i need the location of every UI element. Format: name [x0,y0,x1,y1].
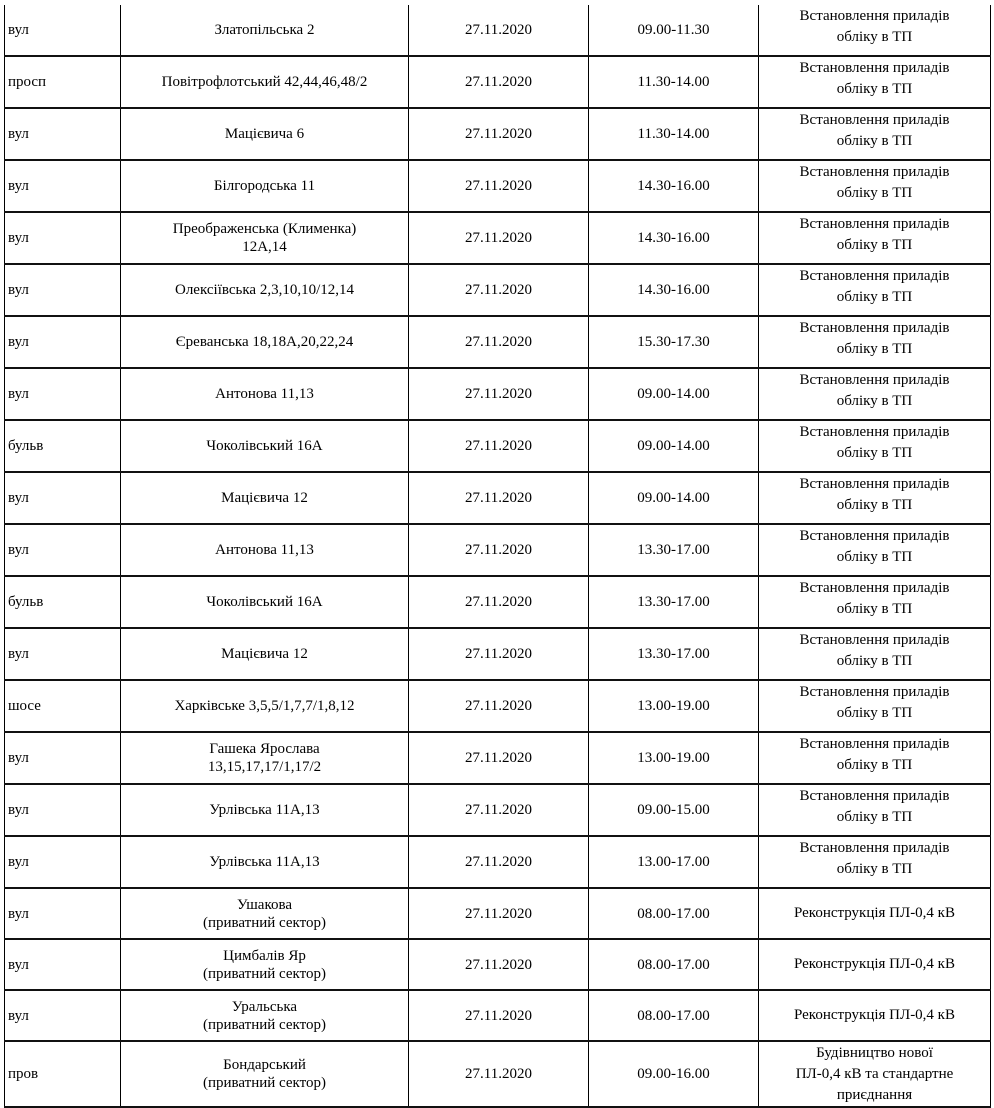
time-cell: 14.30-16.00 [589,212,759,264]
work-description-line: Встановлення приладів [799,528,950,544]
table-row [5,680,991,732]
work-description-cell [759,680,991,732]
date-cell: 27.11.2020 [409,524,589,576]
address-cell [121,1041,409,1107]
address-line: Чоколівський 16А [206,594,323,610]
street-type-cell: бульв [5,576,121,628]
table-row [5,732,991,784]
table-row [5,576,991,628]
address-cell [121,524,409,576]
address-line: Бондарський [223,1057,306,1073]
work-description-line: Встановлення приладів [799,736,950,752]
work-description-line: Встановлення приладів [799,268,950,284]
work-description-line: обліку в ТП [836,549,913,565]
work-description-line: обліку в ТП [836,29,913,45]
street-type-cell: вул [5,472,121,524]
table-row [5,628,991,680]
address-line: Чоколівський 16А [206,438,323,454]
address-line: Преображенська (Клименка) [172,221,357,237]
address-line: 13,15,17,17/1,17/2 [207,759,322,775]
address-line: Білгородська 11 [213,178,316,194]
work-description-line: обліку в ТП [836,653,913,669]
date-cell: 27.11.2020 [409,316,589,368]
address-cell [121,680,409,732]
work-description-line: Реконструкція ПЛ-0,4 кВ [794,905,955,921]
time-cell: 08.00-17.00 [589,939,759,990]
time-cell: 11.30-14.00 [589,108,759,160]
address-cell [121,472,409,524]
time-cell: 14.30-16.00 [589,160,759,212]
work-description-cell [759,212,991,264]
work-description-line: Встановлення приладів [799,788,950,804]
address-line: 12А,14 [242,239,287,255]
address-cell [121,836,409,888]
address-cell [121,420,409,472]
address-line: Гашека Ярослава [209,741,320,757]
time-cell: 13.30-17.00 [589,576,759,628]
table-row [5,888,991,939]
address-line: Антонова 11,13 [215,542,314,558]
date-cell: 27.11.2020 [409,264,589,316]
address-cell [121,316,409,368]
work-description-line: Встановлення приладів [799,580,950,596]
address-cell [121,108,409,160]
work-description-line: Встановлення приладів [799,320,950,336]
street-type-cell: вул [5,628,121,680]
address-line: Мацієвича 12 [221,490,308,506]
address-line: Харківське 3,5,5/1,7,7/1,8,12 [174,698,355,714]
time-cell: 09.00-11.30 [589,5,759,56]
street-type-cell: вул [5,990,121,1041]
work-description-cell [759,160,991,212]
work-description-cell [759,836,991,888]
work-description-line: обліку в ТП [836,289,913,305]
street-type-cell: шосе [5,680,121,732]
address-line: (приватний сектор) [202,1075,327,1091]
street-type-cell: вул [5,316,121,368]
street-type-cell: пров [5,1041,121,1107]
work-description-cell [759,264,991,316]
work-description-line: обліку в ТП [836,341,913,357]
date-cell: 27.11.2020 [409,576,589,628]
date-cell: 27.11.2020 [409,212,589,264]
table-row [5,472,991,524]
work-description-line: Встановлення приладів [799,8,950,24]
work-description-line: Встановлення приладів [799,164,950,180]
date-cell: 27.11.2020 [409,784,589,836]
time-cell: 09.00-14.00 [589,420,759,472]
address-cell [121,264,409,316]
work-description-line: обліку в ТП [836,393,913,409]
work-description-line: Встановлення приладів [799,372,950,388]
address-cell [121,628,409,680]
date-cell: 27.11.2020 [409,472,589,524]
outage-schedule-sheet [4,0,990,1103]
table-row [5,160,991,212]
work-description-line: обліку в ТП [836,861,913,877]
outage-schedule-table [4,5,991,1108]
work-description-line: приєднання [836,1087,913,1103]
work-description-line: обліку в ТП [836,601,913,617]
work-description-cell [759,628,991,680]
work-description-line: Реконструкція ПЛ-0,4 кВ [794,1007,955,1023]
address-line: Златопільська 2 [214,22,315,38]
date-cell: 27.11.2020 [409,420,589,472]
time-cell: 08.00-17.00 [589,990,759,1041]
address-line: Антонова 11,13 [215,386,314,402]
work-description-line: обліку в ТП [836,81,913,97]
street-type-cell: вул [5,264,121,316]
street-type-cell: вул [5,888,121,939]
table-row [5,939,991,990]
work-description-line: обліку в ТП [836,133,913,149]
street-type-cell: вул [5,212,121,264]
date-cell: 27.11.2020 [409,836,589,888]
table-row [5,836,991,888]
table-row [5,108,991,160]
address-cell [121,576,409,628]
work-description-cell [759,316,991,368]
time-cell: 09.00-14.00 [589,472,759,524]
work-description-cell [759,732,991,784]
work-description-cell [759,888,991,939]
address-line: Урлівська 11А,13 [209,854,320,870]
street-type-cell: вул [5,939,121,990]
address-line: Повітрофлотський 42,44,46,48/2 [161,74,368,90]
work-description-cell [759,1041,991,1107]
address-line: Мацієвича 12 [221,646,308,662]
date-cell: 27.11.2020 [409,990,589,1041]
work-description-line: Встановлення приладів [799,112,950,128]
work-description-cell [759,784,991,836]
address-cell [121,784,409,836]
work-description-line: обліку в ТП [836,705,913,721]
address-cell [121,5,409,56]
table-row [5,212,991,264]
date-cell: 27.11.2020 [409,160,589,212]
table-row [5,264,991,316]
work-description-cell [759,939,991,990]
work-description-cell [759,990,991,1041]
street-type-cell: вул [5,836,121,888]
work-description-line: Реконструкція ПЛ-0,4 кВ [794,956,955,972]
date-cell: 27.11.2020 [409,628,589,680]
address-line: Мацієвича 6 [224,126,305,142]
address-line: Ушакова [236,896,293,913]
address-line: (приватний сектор) [202,914,327,931]
address-cell [121,212,409,264]
time-cell: 09.00-14.00 [589,368,759,420]
work-description-line: Встановлення приладів [799,632,950,648]
date-cell: 27.11.2020 [409,108,589,160]
date-cell: 27.11.2020 [409,1041,589,1107]
work-description-line: обліку в ТП [836,185,913,201]
table-row [5,524,991,576]
work-description-line: обліку в ТП [836,809,913,825]
address-line: Олексіївська 2,3,10,10/12,14 [174,282,354,298]
time-cell: 14.30-16.00 [589,264,759,316]
street-type-cell: вул [5,108,121,160]
street-type-cell: вул [5,524,121,576]
work-description-line: обліку в ТП [836,757,913,773]
street-type-cell: бульв [5,420,121,472]
address-line: Урлівська 11А,13 [209,802,320,818]
time-cell: 09.00-16.00 [589,1041,759,1107]
work-description-cell [759,576,991,628]
address-line: (приватний сектор) [202,1016,327,1033]
table-row [5,316,991,368]
street-type-cell: вул [5,368,121,420]
date-cell: 27.11.2020 [409,680,589,732]
work-description-line: Встановлення приладів [799,476,950,492]
work-description-cell [759,524,991,576]
address-line: Цимбалів Яр [223,947,306,964]
work-description-line: Встановлення приладів [799,60,950,76]
work-description-line: Встановлення приладів [799,684,950,700]
work-description-line: Будівництво нової [816,1045,933,1061]
time-cell: 13.00-17.00 [589,836,759,888]
work-description-line: обліку в ТП [836,237,913,253]
address-line: Уральська [231,998,298,1015]
date-cell: 27.11.2020 [409,5,589,56]
street-type-cell: вул [5,784,121,836]
work-description-cell [759,420,991,472]
time-cell: 13.00-19.00 [589,680,759,732]
time-cell: 09.00-15.00 [589,784,759,836]
work-description-line: обліку в ТП [836,497,913,513]
work-description-line: Встановлення приладів [799,424,950,440]
table-row [5,1041,991,1107]
street-type-cell: вул [5,5,121,56]
work-description-cell [759,108,991,160]
street-type-cell: вул [5,160,121,212]
work-description-line: Встановлення приладів [799,216,950,232]
address-cell [121,56,409,108]
address-line: Єреванська 18,18А,20,22,24 [175,334,354,350]
table-body [5,5,991,1107]
table-row [5,5,991,56]
table-row [5,990,991,1041]
street-type-cell: просп [5,56,121,108]
address-cell [121,160,409,212]
date-cell: 27.11.2020 [409,732,589,784]
address-line: (приватний сектор) [202,965,327,982]
work-description-cell [759,5,991,56]
time-cell: 08.00-17.00 [589,888,759,939]
date-cell: 27.11.2020 [409,368,589,420]
table-row [5,784,991,836]
time-cell: 13.30-17.00 [589,524,759,576]
work-description-cell [759,472,991,524]
work-description-line: обліку в ТП [836,445,913,461]
table-row [5,420,991,472]
address-cell [121,888,409,939]
work-description-line: ПЛ-0,4 кВ та стандартне [795,1066,954,1082]
address-cell [121,939,409,990]
work-description-line: Встановлення приладів [799,840,950,856]
date-cell: 27.11.2020 [409,888,589,939]
work-description-cell [759,368,991,420]
time-cell: 15.30-17.30 [589,316,759,368]
table-row [5,56,991,108]
street-type-cell: вул [5,732,121,784]
time-cell: 13.00-19.00 [589,732,759,784]
table-row [5,368,991,420]
date-cell: 27.11.2020 [409,56,589,108]
time-cell: 13.30-17.00 [589,628,759,680]
address-cell [121,990,409,1041]
work-description-cell [759,56,991,108]
time-cell: 11.30-14.00 [589,56,759,108]
address-cell [121,732,409,784]
address-cell [121,368,409,420]
date-cell: 27.11.2020 [409,939,589,990]
